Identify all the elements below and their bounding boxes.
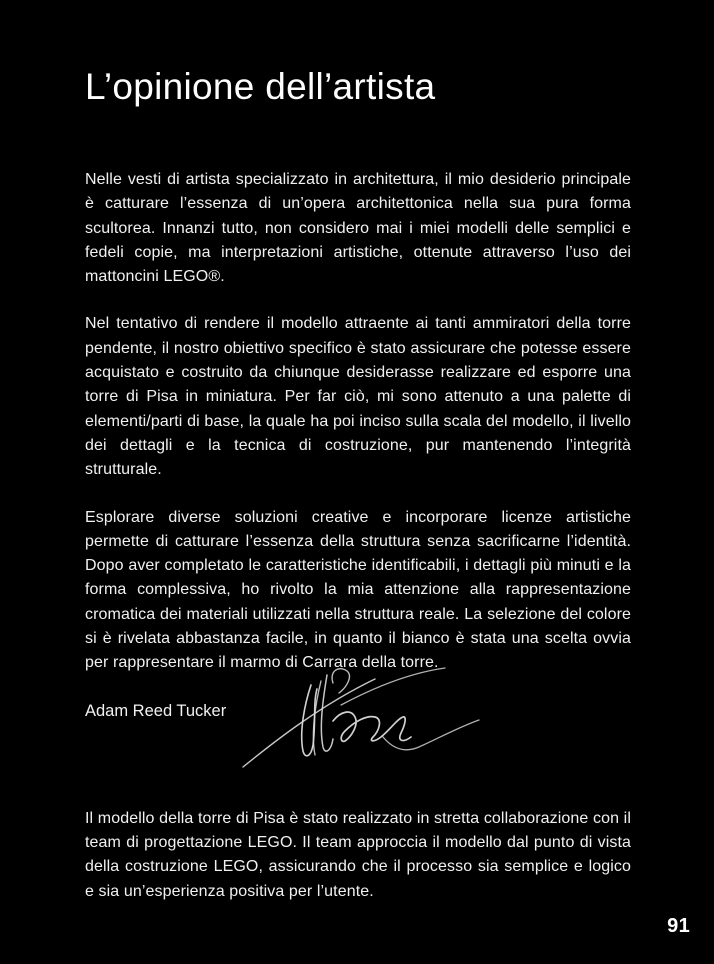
signature-image [233,659,483,784]
author-name: Adam Reed Tucker [85,701,227,720]
paragraph-3: Esplorare diverse soluzioni creative e incorporare licenze artistiche permette di catturare l’essenza della struttura senza sacrificarne l’identità. Dopo aver completato le caratteristiche identificabili, i dettagli più minuti e la forma complessiva, ho rivolto la mia attenzione alla rappresentazione cromatica dei materiali utilizzati nella struttura reale. La selezione del colore si è rivelata abbastanza facile, in quanto il bianco è stata una scelta ovvia per rappresentare il marmo di Carrara della torre. [85,508,631,672]
paragraph-1: Nelle vesti di artista specializzato in architettura, il mio desiderio principale è catturare l’essenza di un’opera architettonica nella sua pura forma scultorea. Innanzi tutto, non considero mai i miei modelli delle semplici e fedeli copie, ma interpretazioni artistiche, ottenute attraverso l’uso dei mattoncini LEGO®. [85,171,631,286]
page-number: 91 [667,915,690,937]
author-section [85,699,631,807]
page-title: L’opinione dell’artista [85,66,436,107]
closing-paragraph: Il modello della torre di Pisa è stato realizzato in stretta collaborazione con il team di progettazione LEGO. Il team approccia il modello dal punto di vista della costruzione LEGO, assicurando che il processo sia semplice e logico e sia un’esperienza positiva per l’utente. [85,809,631,900]
paragraph-2: Nel tentativo di rendere il modello attraente ai tanti ammiratori della torre pendente, il nostro obiettivo specifico è stato assicurare che potesse essere acquistato e costruito da chiunque desiderasse realizzare ed esporre una torre di Pisa in miniatura. Per far ciò, mi sono attenuto a una palette di elementi/parti di base, la quale ha poi inciso sulla scala del modello, il livello dei dettagli e la tecnica di costruzione, pur mantenendo l’integrità strutturale. [85,315,631,479]
body-copy [85,168,631,904]
